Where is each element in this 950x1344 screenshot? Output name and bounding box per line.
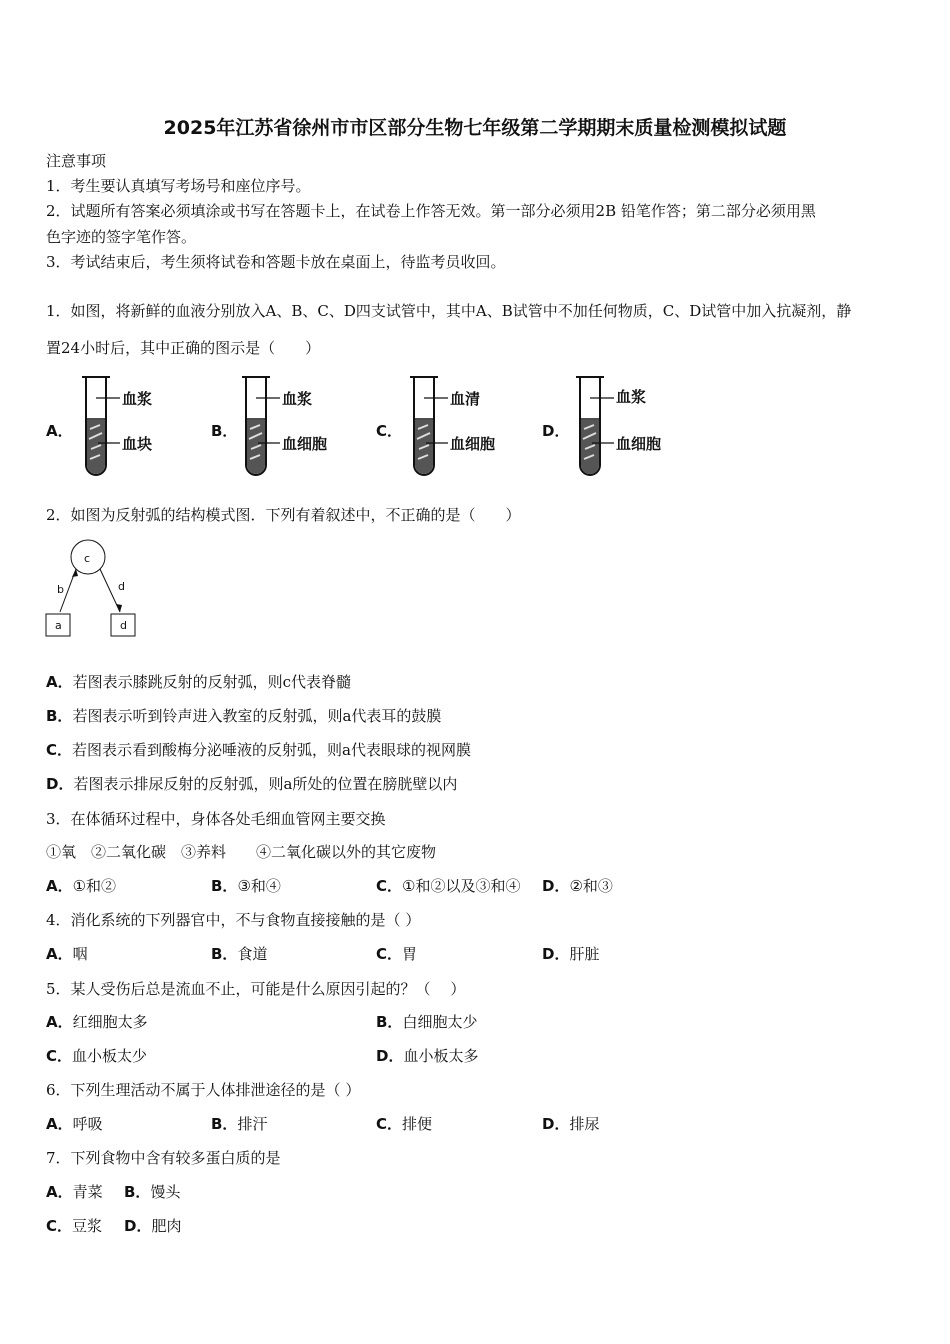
q2-option-d-letter: D． bbox=[46, 775, 74, 793]
q3-option-d-text: ②和③ bbox=[569, 877, 613, 895]
notice-item-2-cont: 色字迹的签字笔作答。 bbox=[46, 228, 197, 246]
q7-option-b-letter: B． bbox=[124, 1183, 151, 1201]
q2-reflex-arc-diagram bbox=[40, 535, 150, 645]
q1-option-a-letter: A． bbox=[46, 422, 73, 440]
q7-option-a-text: 青菜 bbox=[72, 1183, 103, 1201]
q6-option-c-letter: C． bbox=[376, 1115, 403, 1133]
q5-option-a-text: 红细胞太多 bbox=[72, 1013, 148, 1031]
q1-option-a-bottom-label: 血块 bbox=[122, 435, 153, 453]
q6-option-a-text: 呼吸 bbox=[72, 1115, 103, 1133]
q4-option-c-letter: C． bbox=[376, 945, 403, 963]
q6-option-b-letter: B． bbox=[211, 1115, 238, 1133]
q7-option-b-text: 馒头 bbox=[150, 1183, 181, 1201]
page-title: 2025年江苏省徐州市市区部分生物七年级第二学期期末质量检测模拟试题 bbox=[163, 117, 787, 139]
q2-diagram-a-label: a bbox=[55, 619, 62, 632]
q2-option-d-text: 若图表示排尿反射的反射弧，则a所处的位置在膀胱壁以内 bbox=[73, 775, 458, 793]
q6-option-b-text: 排汗 bbox=[237, 1115, 268, 1133]
q2-option-c-text: 若图表示看到酸梅分泌唾液的反射弧，则a代表眼球的视网膜 bbox=[72, 741, 471, 759]
q4-option-d-text: 肝脏 bbox=[569, 945, 600, 963]
q1-option-d-letter: D． bbox=[542, 422, 570, 440]
q1-option-b-test-tube bbox=[238, 373, 348, 481]
q2-diagram-c-label: c bbox=[84, 552, 91, 565]
q3-option-a-text: ①和② bbox=[72, 877, 117, 895]
q5-option-d-text: 血小板太多 bbox=[403, 1047, 479, 1065]
q2-diagram-b-label: b bbox=[57, 583, 64, 596]
q4-option-a-letter: A． bbox=[46, 945, 73, 963]
q3-option-b-text: ③和④ bbox=[237, 877, 281, 895]
q4-option-a-text: 咽 bbox=[72, 945, 88, 963]
q2-stem: 2．如图为反射弧的结构模式图．下列有着叙述中，不正确的是（ ） bbox=[46, 506, 521, 524]
q3-option-c-letter: C． bbox=[376, 877, 403, 895]
q6-option-d-letter: D． bbox=[542, 1115, 570, 1133]
q3-option-c-text: ①和②以及③和④ bbox=[402, 877, 521, 895]
q4-option-c-text: 胃 bbox=[402, 945, 418, 963]
q2-diagram-d-box-label: d bbox=[120, 619, 127, 632]
q4-option-b-letter: B． bbox=[211, 945, 238, 963]
q3-option-b-letter: B． bbox=[211, 877, 238, 895]
q1-option-d-test-tube bbox=[572, 373, 682, 481]
q3-option-d-letter: D． bbox=[542, 877, 570, 895]
q2-option-a-text: 若图表示膝跳反射的反射弧，则c代表脊髓 bbox=[72, 673, 352, 691]
q2-option-c-letter: C． bbox=[46, 741, 73, 759]
q7-stem: 7．下列食物中含有较多蛋白质的是 bbox=[46, 1149, 281, 1167]
q1-option-c-test-tube bbox=[406, 373, 516, 481]
q5-option-b-letter: B． bbox=[376, 1013, 403, 1031]
q5-option-d-letter: D． bbox=[376, 1047, 404, 1065]
q1-option-c-bottom-label: 血细胞 bbox=[450, 435, 496, 453]
q3-items: ①氧 ②二氧化碳 ③养料 ④二氧化碳以外的其它废物 bbox=[46, 843, 437, 861]
q1-option-c-letter: C． bbox=[376, 422, 403, 440]
q5-option-b-text: 白细胞太少 bbox=[402, 1013, 478, 1031]
q1-option-a-test-tube bbox=[78, 373, 188, 481]
q6-option-c-text: 排便 bbox=[402, 1115, 433, 1133]
q7-option-a-letter: A． bbox=[46, 1183, 73, 1201]
q7-option-d-text: 肥肉 bbox=[151, 1217, 182, 1235]
q7-option-d-letter: D． bbox=[124, 1217, 152, 1235]
q6-option-a-letter: A． bbox=[46, 1115, 73, 1133]
q5-option-c-text: 血小板太少 bbox=[72, 1047, 148, 1065]
notice-item-3: 3．考试结束后，考生须将试卷和答题卡放在桌面上，待监考员收回。 bbox=[46, 253, 506, 271]
q5-stem: 5．某人受伤后总是流血不止，可能是什么原因引起的？（ ） bbox=[46, 980, 466, 998]
q1-option-d-bottom-label: 血细胞 bbox=[616, 435, 662, 453]
q6-stem: 6．下列生理活动不属于人体排泄途径的是（ ） bbox=[46, 1081, 361, 1099]
q6-option-d-text: 排尿 bbox=[569, 1115, 600, 1133]
q1-option-b-top-label: 血浆 bbox=[282, 390, 313, 408]
q7-option-c-text: 豆浆 bbox=[72, 1217, 103, 1235]
q3-option-a-letter: A． bbox=[46, 877, 73, 895]
notice-item-2: 2．试题所有答案必须填涂或书写在答题卡上，在试卷上作答无效。第一部分必须用2B 铅笔作答；第二部分必须用黑 bbox=[46, 202, 816, 220]
q5-option-c-letter: C． bbox=[46, 1047, 73, 1065]
notice-heading: 注意事项 bbox=[46, 152, 107, 170]
q1-stem-line1: 1．如图，将新鲜的血液分别放入A、B、C、D四支试管中，其中A、B试管中不加任何物质，C、D试管中加入抗凝剂，静 bbox=[46, 302, 852, 320]
q1-option-c-top-label: 血清 bbox=[450, 390, 481, 408]
q7-option-c-letter: C． bbox=[46, 1217, 73, 1235]
q4-option-b-text: 食道 bbox=[237, 945, 268, 963]
q2-option-b-letter: B． bbox=[46, 707, 73, 725]
q1-option-b-letter: B． bbox=[211, 422, 238, 440]
q5-option-a-letter: A． bbox=[46, 1013, 73, 1031]
q1-option-a-top-label: 血浆 bbox=[122, 390, 153, 408]
q4-stem: 4．消化系统的下列器官中，不与食物直接接触的是（ ） bbox=[46, 911, 421, 929]
notice-item-1: 1．考生要认真填写考场号和座位序号。 bbox=[46, 177, 311, 195]
q1-stem-line2: 置24小时后，其中正确的图示是（ ） bbox=[46, 339, 321, 357]
q2-option-b-text: 若图表示听到铃声进入教室的反射弧，则a代表耳的鼓膜 bbox=[72, 707, 442, 725]
q1-option-b-bottom-label: 血细胞 bbox=[282, 435, 328, 453]
q2-diagram-d-arrow-label: d bbox=[118, 580, 125, 593]
q2-option-a-letter: A． bbox=[46, 673, 73, 691]
q3-stem: 3．在体循环过程中，身体各处毛细血管网主要交换 bbox=[46, 810, 386, 828]
q1-option-d-top-label: 血浆 bbox=[616, 388, 647, 406]
q4-option-d-letter: D． bbox=[542, 945, 570, 963]
